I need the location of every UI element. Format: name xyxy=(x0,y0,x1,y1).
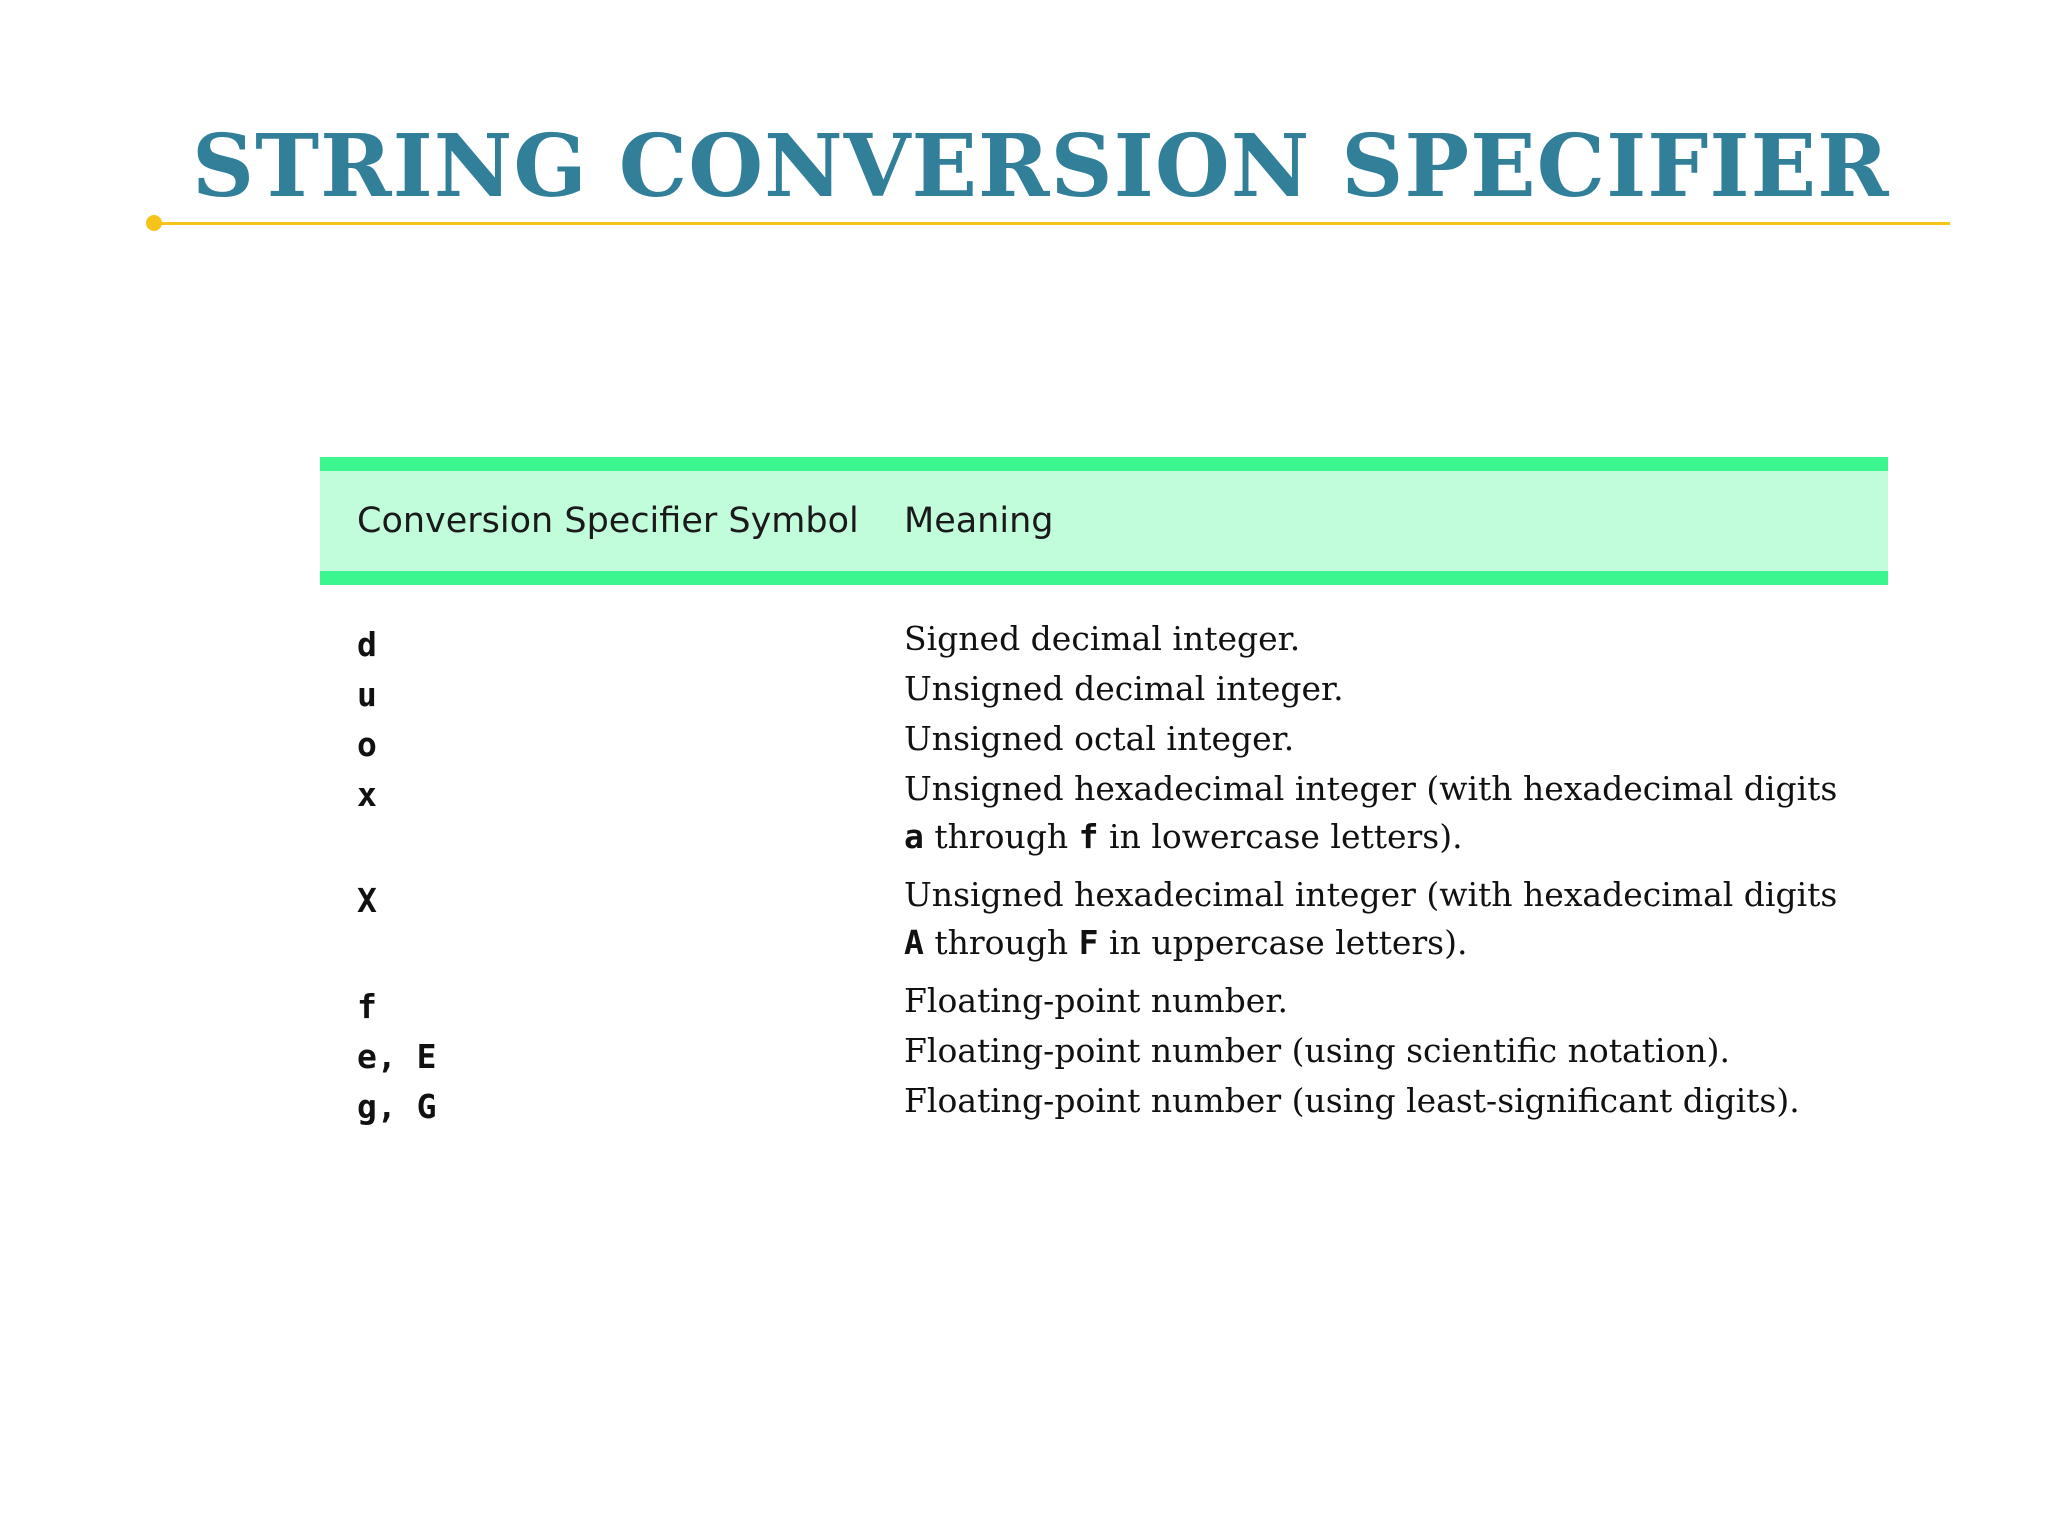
specifier-meaning xyxy=(904,1077,1864,1125)
slide-title: STRING CONVERSION SPECIFIER xyxy=(192,116,1890,217)
table-row xyxy=(320,765,1888,861)
meaning-text: in lowercase letters). xyxy=(1098,817,1463,856)
meaning-text: in uppercase letters). xyxy=(1098,923,1468,962)
table-row xyxy=(320,665,1888,713)
specifier-meaning xyxy=(904,871,1864,967)
specifier-meaning xyxy=(904,977,1864,1025)
specifier-symbol: f xyxy=(357,987,377,1026)
title-rule xyxy=(154,222,1950,225)
meaning-text: through xyxy=(923,923,1079,962)
meaning-text: Unsigned hexadecimal integer (with hexadecimal digits xyxy=(904,769,1838,808)
column-header-meaning: Meaning xyxy=(904,501,1054,541)
meaning-text: Unsigned decimal integer. xyxy=(904,669,1344,708)
specifier-meaning xyxy=(904,765,1864,861)
inline-code: F xyxy=(1078,923,1099,962)
specifier-meaning xyxy=(904,665,1864,713)
table-row xyxy=(320,977,1888,1025)
specifier-symbol: g, G xyxy=(357,1087,437,1126)
meaning-text: Floating-point number. xyxy=(904,981,1288,1020)
table-header xyxy=(320,457,1888,585)
specifier-symbol: X xyxy=(357,881,377,920)
table-row xyxy=(320,715,1888,763)
specifier-symbol: x xyxy=(357,775,377,814)
specifier-symbol: u xyxy=(357,675,377,714)
meaning-text: Signed decimal integer. xyxy=(904,619,1301,658)
specifier-symbol: d xyxy=(357,625,377,664)
inline-code: a xyxy=(904,817,924,856)
table-row xyxy=(320,871,1888,967)
column-header-symbol: Conversion Specifier Symbol xyxy=(357,501,859,541)
specifier-symbol: e, E xyxy=(357,1037,437,1076)
meaning-text: Unsigned octal integer. xyxy=(904,719,1295,758)
meaning-text: through xyxy=(923,817,1079,856)
table-row xyxy=(320,1077,1888,1125)
meaning-text: Floating-point number (using scientific notation). xyxy=(904,1031,1730,1070)
table-row xyxy=(320,615,1888,663)
specifier-symbol: o xyxy=(357,725,377,764)
specifier-meaning xyxy=(904,715,1864,763)
meaning-text: Unsigned hexadecimal integer (with hexadecimal digits xyxy=(904,875,1838,914)
inline-code: f xyxy=(1078,817,1099,856)
conversion-specifier-table xyxy=(320,457,1888,1125)
table-row xyxy=(320,1027,1888,1075)
meaning-text: Floating-point number (using least-significant digits). xyxy=(904,1081,1800,1120)
inline-code: A xyxy=(904,923,924,962)
specifier-meaning xyxy=(904,615,1864,663)
table-body xyxy=(320,615,1888,1125)
specifier-meaning xyxy=(904,1027,1864,1075)
